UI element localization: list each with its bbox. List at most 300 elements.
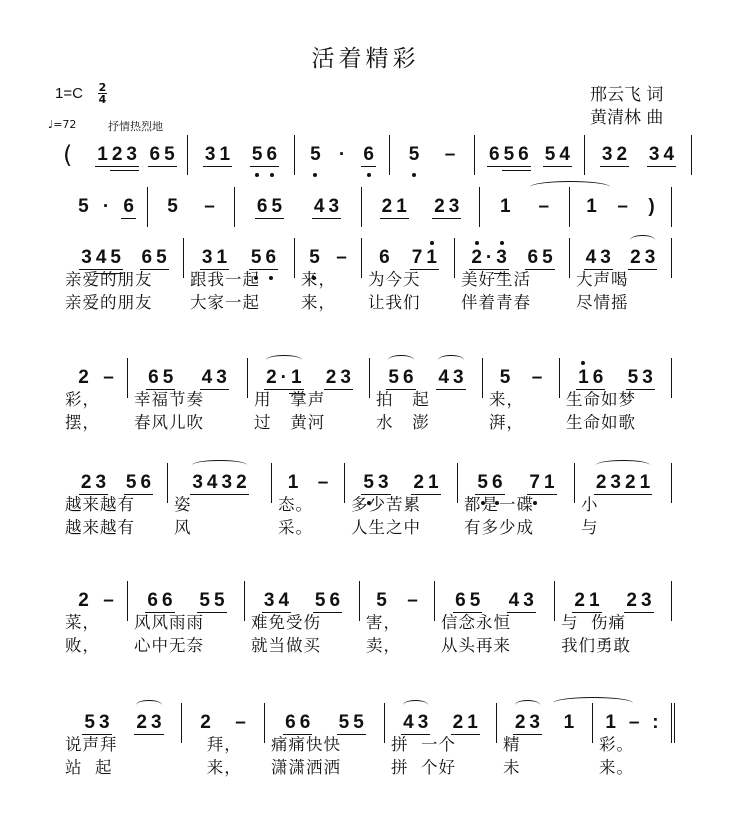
lyric-verse-1: 来， [301, 270, 336, 289]
measure [570, 187, 672, 227]
note-group [101, 196, 111, 218]
measure [362, 187, 480, 227]
measure [295, 135, 390, 175]
note: 3 [192, 471, 203, 493]
dash-note: – [407, 590, 418, 611]
lyric-verse-2: 采。 [278, 518, 313, 537]
note: 2 [381, 195, 393, 217]
note-group [650, 712, 660, 734]
note: 2 [626, 589, 637, 611]
measure [63, 135, 188, 175]
note: 3 [216, 366, 227, 388]
note: 3 [523, 589, 534, 611]
note: 5 [499, 367, 511, 388]
lyric-verse-1: 说声拜 [65, 735, 118, 754]
note-group [624, 590, 653, 613]
note: 3 [204, 143, 216, 165]
dash-note: – [235, 712, 246, 733]
note-group [600, 144, 629, 167]
measure [360, 581, 435, 655]
measure [128, 358, 248, 432]
dash-note: – [204, 196, 215, 217]
note: 7 [527, 472, 542, 495]
note: 2 [452, 711, 464, 733]
note: 5 [338, 711, 350, 733]
note: 5 [544, 143, 556, 165]
tempo-marking: ♩=72 [48, 118, 77, 131]
note: 3 [601, 143, 613, 165]
note: 5 [353, 711, 364, 733]
note: 6 [149, 143, 161, 165]
note: 1 [499, 196, 511, 217]
lyric-verse-1: 菜， [65, 613, 100, 632]
note: 1 [576, 367, 591, 390]
note: 6 [148, 366, 159, 388]
note-group [202, 196, 217, 218]
note: 1 [639, 471, 651, 493]
dash-note: – [444, 144, 456, 165]
note-group [308, 144, 323, 166]
measure [362, 238, 455, 312]
note: 6 [265, 144, 280, 167]
lyric-verse-2: 过 黄河 [254, 413, 326, 432]
lyric-verse-1: 信念永恒 [441, 613, 511, 632]
high-octave-dot [581, 361, 585, 365]
note: 4 [206, 471, 218, 493]
note-group [432, 196, 461, 219]
note: 5 [407, 144, 422, 166]
measure [593, 703, 675, 777]
note: 2 [111, 143, 123, 165]
note: 2 [574, 589, 585, 611]
dash-note: – [103, 367, 114, 388]
measure [555, 581, 672, 655]
note: 2 [514, 711, 526, 733]
note: 5 [475, 472, 490, 495]
note: 1 [467, 711, 478, 733]
note: 5 [542, 246, 553, 268]
note: 6 [285, 711, 296, 733]
measure [65, 358, 128, 432]
note: 5 [376, 590, 387, 611]
note: 2 [80, 471, 92, 493]
note-group [134, 712, 163, 735]
note-group [584, 196, 599, 218]
note: 2 [325, 366, 337, 388]
lyric-verse-2: 生命如歌 [566, 413, 636, 432]
note-group [101, 590, 116, 612]
lyric-verse-2: 来， [188, 758, 242, 777]
lyric-verse-2: 败， [65, 636, 100, 655]
note-group [647, 144, 676, 167]
measure [475, 135, 585, 175]
lyric-verse-1: 来， [489, 390, 524, 409]
note: 5 [361, 472, 376, 495]
note: 5 [84, 711, 95, 733]
lyric-verse-2: 人生之中 [351, 518, 421, 537]
lyric-verse-2: 潇潇洒洒 [271, 758, 341, 777]
note: 2 [78, 590, 89, 611]
lyric-verse-2: 春风儿吹 [134, 413, 204, 432]
note: 6 [403, 366, 414, 388]
lyric-verse-2: 摆， [65, 413, 100, 432]
note: 1 [586, 196, 597, 217]
note: 6 [527, 246, 539, 268]
note: 5 [164, 143, 175, 165]
lyric-verse-1: 彩， [65, 390, 100, 409]
note: 6 [592, 366, 604, 388]
lyric-verse-1: 幸福节奏 [134, 390, 204, 409]
note-group [148, 144, 177, 167]
lyric-verse-1: 精 [503, 735, 521, 754]
lyric-verse-1: 害， [366, 613, 401, 632]
note: 5 [214, 589, 225, 611]
lyric-verse-2: 来， [301, 293, 336, 312]
measure [65, 463, 168, 537]
note: 5 [249, 247, 264, 270]
note: 6 [518, 143, 529, 165]
note: 5 [156, 246, 167, 268]
slur-arc [388, 355, 413, 365]
note: · [102, 196, 110, 217]
lyric-verse-1: 难免受伤 [251, 613, 321, 632]
high-octave-dot [430, 241, 434, 245]
dash-note: – [617, 196, 628, 217]
measure [182, 703, 265, 777]
music-system [65, 703, 675, 777]
measure [458, 463, 575, 537]
note: 3 [610, 471, 621, 493]
low-octave-dot [412, 173, 416, 177]
note-group [646, 196, 656, 218]
note: 4 [585, 246, 597, 268]
note-group [405, 590, 420, 612]
measure [65, 581, 128, 655]
song-title: 活着精彩 [311, 46, 420, 72]
note-group [200, 367, 229, 390]
note: 3 [642, 366, 653, 388]
note-group [337, 712, 366, 735]
note: 2 [200, 712, 211, 733]
note: 4 [313, 195, 325, 217]
note: 3 [641, 589, 652, 611]
measure [575, 463, 672, 537]
note: 6 [329, 589, 341, 611]
note: ) [648, 196, 655, 217]
note-group [436, 367, 465, 390]
music-system [63, 135, 692, 175]
note: 2 [625, 471, 636, 493]
note: 3 [644, 246, 656, 268]
lyric-verse-1: 大声喝 [576, 270, 629, 289]
lyric-verse-1: 彩。 [599, 735, 634, 754]
note: 1 [396, 195, 407, 217]
note-group [594, 472, 652, 495]
note: 6 [123, 195, 134, 217]
measure [248, 358, 370, 432]
measure [65, 703, 182, 777]
note-group [543, 144, 572, 167]
lyric-verse-2: 尽情摇 [576, 293, 629, 312]
note: 5 [503, 143, 515, 165]
expression-marking: 抒情热烈地 [108, 120, 163, 133]
note-group [165, 196, 180, 218]
note: 2 [78, 367, 89, 388]
lyric-verse-1: 小 [581, 495, 599, 514]
lyric-verse-1: 都是一碟 [464, 495, 534, 514]
measure [570, 238, 672, 312]
note-group [443, 144, 458, 166]
lyric-verse-2: 未 [503, 758, 521, 777]
lyric-verse-1: 风风雨雨 [134, 613, 204, 632]
measure [480, 187, 570, 227]
note: 4 [403, 711, 414, 733]
note: 4 [559, 143, 570, 165]
note-group [250, 144, 279, 167]
note: 1 [589, 589, 600, 611]
note-group [407, 144, 422, 166]
measure [390, 135, 475, 175]
note-group [361, 144, 376, 167]
note-group [337, 144, 347, 166]
note-group [487, 144, 531, 167]
lyric-verse-2: 站 起 [65, 758, 113, 777]
music-system [65, 463, 672, 537]
measure [184, 238, 295, 312]
lyric-verse-2: 湃， [489, 413, 524, 432]
note: 5 [308, 144, 323, 166]
note: 3 [328, 195, 340, 217]
lyric-verse-2: 亲爱的朋友 [65, 293, 153, 312]
repeat-parenthesis: ( [63, 141, 73, 169]
note-group [190, 472, 248, 495]
low-octave-dot [255, 173, 259, 177]
note: 5 [78, 196, 89, 217]
note-group [615, 196, 630, 218]
note: 3 [95, 471, 107, 493]
low-octave-dot [270, 173, 274, 177]
note: 4 [438, 366, 449, 388]
lyric-verse-2: 让我们 [368, 293, 421, 312]
note: 5 [199, 589, 210, 611]
note: 1 [97, 143, 108, 165]
lyric-verse-1: 痛痛快快 [271, 735, 341, 754]
note: 1 [424, 247, 439, 270]
note: 4 [278, 589, 290, 611]
lyric-verse-1: 拍 起 [376, 390, 430, 409]
slur-arc [266, 355, 301, 365]
note-group [536, 196, 551, 218]
note: 2 [630, 246, 641, 268]
music-system [65, 581, 672, 655]
note: 3 [126, 143, 137, 165]
lyric-verse-2: 来。 [599, 758, 634, 777]
note-group [121, 196, 136, 219]
lyric-verse-1: 与 伤痛 [561, 613, 626, 632]
note-group [530, 367, 545, 389]
note: 6 [361, 144, 376, 167]
note: 4 [663, 143, 675, 165]
high-octave-dot [500, 241, 504, 245]
note: 3 [151, 711, 162, 733]
note: 2 [434, 195, 445, 217]
note: 1 [216, 246, 228, 268]
note: 3 [448, 195, 460, 217]
dash-note: – [538, 196, 550, 217]
lyric-verse-1: 姿 [174, 495, 192, 514]
measure [235, 187, 362, 227]
lyric-verse-2: 水 澎 [376, 413, 430, 432]
note: 4 [201, 366, 213, 388]
dash-note: – [336, 247, 347, 268]
music-system [65, 358, 672, 432]
note: 5 [167, 196, 178, 217]
note: · [485, 246, 493, 268]
note-group [380, 196, 409, 219]
note: 5 [110, 246, 121, 268]
note: 4 [95, 246, 107, 268]
note: 2 [413, 471, 424, 493]
note: 5 [314, 589, 326, 611]
measure [497, 703, 593, 777]
note: 5 [271, 195, 283, 217]
note: 4 [508, 589, 520, 611]
lyric-verse-2: 从头再来 [441, 636, 511, 655]
note: 1 [544, 471, 555, 493]
measure [345, 463, 458, 537]
lyric-verse-1: 态。 [278, 495, 313, 514]
lyric-verse-2: 越来越有 [65, 518, 135, 537]
lyric-verse-1: 跟我一起 [190, 270, 260, 289]
time-signature [98, 82, 107, 105]
slur-arc [438, 355, 463, 365]
lyric-verse-1: 拼 一个 [391, 735, 456, 754]
measure [483, 358, 560, 432]
key-signature: 1=C [55, 85, 83, 102]
measure [455, 238, 570, 312]
note: 6 [489, 143, 500, 165]
note: 1 [219, 143, 231, 165]
dash-note: – [628, 712, 640, 733]
lyric-verse-1: 生命如梦 [566, 390, 636, 409]
note-group [507, 590, 536, 613]
measure [188, 135, 295, 175]
lyric-verse-2: 就当做买 [251, 636, 321, 655]
note-group [76, 196, 91, 218]
low-octave-dot [367, 173, 371, 177]
note-group [95, 144, 139, 167]
note: : [652, 712, 659, 733]
measure [265, 703, 385, 777]
note: 1 [605, 712, 616, 733]
note: 6 [147, 589, 158, 611]
measure [168, 463, 272, 537]
measure [370, 358, 483, 432]
slur-arc [515, 700, 540, 710]
lyric-verse-1: 越来越有 [65, 495, 135, 514]
note: 5 [250, 144, 265, 167]
note-group [316, 472, 331, 494]
note: 6 [379, 247, 390, 268]
dash-note: – [531, 367, 543, 388]
slur-arc [192, 460, 246, 470]
note: 5 [307, 247, 322, 269]
note: 5 [125, 471, 137, 493]
note-group [101, 367, 116, 389]
lyric-verse-2: 伴着青春 [461, 293, 531, 312]
measure [295, 238, 362, 312]
lyric-verse-2: 与 [581, 518, 599, 537]
note: 6 [299, 711, 311, 733]
note: 2 [236, 471, 247, 493]
note: 2 [266, 366, 277, 388]
lyric-verse-1: 为今天 [368, 270, 421, 289]
low-octave-dot [269, 276, 273, 280]
note: · [280, 366, 287, 388]
note: 3 [417, 711, 429, 733]
note: 6 [140, 471, 152, 493]
note: 1 [290, 366, 302, 388]
note: 3 [99, 711, 110, 733]
note: 3 [201, 246, 213, 268]
lyric-verse-2: 我们勇敢 [561, 636, 631, 655]
measure [245, 581, 360, 655]
note: 5 [162, 366, 174, 388]
measure [435, 581, 555, 655]
slur-arc [630, 235, 655, 245]
composer-credit: 黄清林 曲 [590, 108, 664, 128]
note: 2 [136, 711, 147, 733]
note: 6 [141, 246, 153, 268]
lyric-verse-1: 多少苦累 [351, 495, 421, 514]
note: 3 [529, 711, 540, 733]
lyric-verse-2: 心中无奈 [134, 636, 204, 655]
slur-arc [136, 700, 161, 710]
note: 3 [81, 246, 92, 268]
low-octave-dot [313, 173, 317, 177]
note: 6 [490, 472, 505, 495]
lyric-verse-1: 美好生活 [461, 270, 531, 289]
measure [148, 187, 235, 227]
measure [65, 238, 184, 312]
note: 7 [411, 246, 423, 268]
note: 1 [287, 472, 299, 493]
music-system [65, 187, 672, 227]
measure [128, 581, 245, 655]
note: 5 [388, 366, 399, 388]
lyric-verse-2: 风 [174, 518, 192, 537]
note-group [498, 196, 513, 218]
note: 2 [595, 471, 607, 493]
note-group [312, 196, 341, 219]
note-group [203, 144, 232, 167]
note: 6 [162, 589, 173, 611]
note: 3 [453, 366, 464, 388]
slur-arc [596, 460, 650, 470]
note: 3 [263, 589, 275, 611]
lyric-verse-2: 拼 个好 [391, 758, 456, 777]
lyric-verse-2: 大家一起 [190, 293, 260, 312]
high-octave-dot [475, 241, 479, 245]
note: 3 [600, 246, 611, 268]
note-group [255, 196, 284, 219]
lyric-verse-1: 亲爱的朋友 [65, 270, 153, 289]
measure [65, 187, 148, 227]
measure [385, 703, 497, 777]
note: 1 [563, 712, 575, 733]
note-group [628, 247, 657, 270]
note-group [562, 712, 577, 734]
